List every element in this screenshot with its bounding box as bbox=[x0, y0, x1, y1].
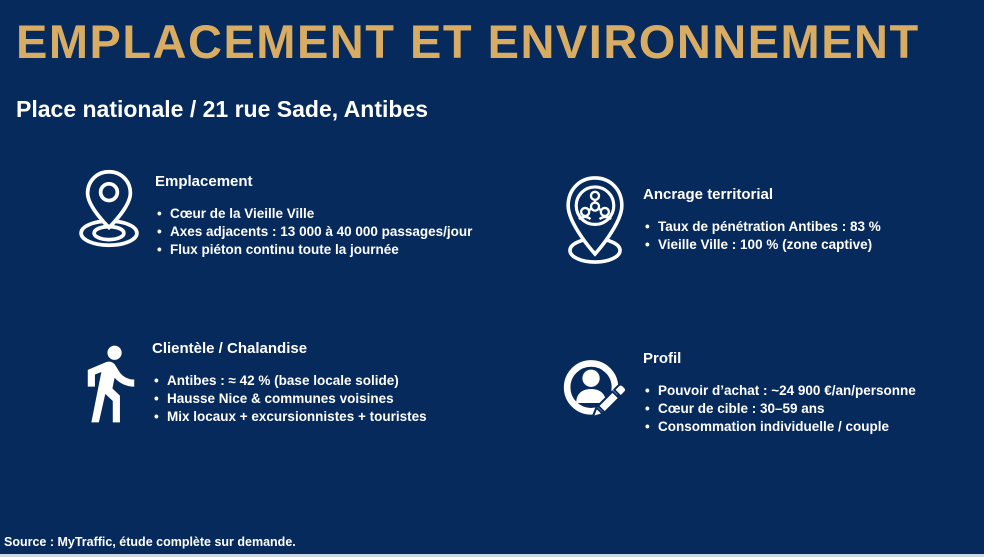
page-subtitle: Place nationale / 21 rue Sade, Antibes bbox=[16, 95, 429, 122]
section-content bbox=[643, 186, 881, 268]
section-title: Clientèle / Chalandise bbox=[152, 340, 308, 357]
section-content bbox=[155, 173, 472, 259]
section-content bbox=[152, 340, 427, 427]
section-profil bbox=[563, 350, 916, 436]
bullet-item: • Flux piéton continu toute la journée bbox=[170, 241, 472, 259]
bullet-item: • Taux de pénétration Antibes : 83 % bbox=[658, 218, 881, 236]
bullet-item: • Vieille Ville : 100 % (zone captive) bbox=[658, 236, 881, 254]
pin-ripple-icon bbox=[73, 168, 145, 248]
section-title: Profil bbox=[643, 350, 682, 367]
section-title: Emplacement bbox=[155, 173, 253, 190]
bullet-item: • Consommation individuelle / couple bbox=[658, 418, 916, 436]
bullet-list bbox=[155, 205, 472, 259]
header bbox=[16, 16, 920, 123]
profile-pencil-icon bbox=[563, 350, 629, 428]
bullet-item: • Antibes : ≈ 42 % (base locale solide) bbox=[167, 372, 427, 390]
bullet-item: • Mix locaux + excursionnistes + touristes bbox=[167, 408, 427, 426]
section-emplacement bbox=[73, 168, 472, 259]
bullet-list bbox=[643, 218, 881, 254]
bullet-item: • Pouvoir d’achat : ~24 900 €/an/personne bbox=[658, 382, 916, 400]
bullet-item: • Cœur de cible : 30–59 ans bbox=[658, 400, 916, 418]
section-title: Ancrage territorial bbox=[643, 186, 774, 203]
section-content bbox=[643, 350, 916, 436]
page-title: EMPLACEMENT ET ENVIRONNEMENT bbox=[16, 15, 920, 68]
bullet-item: • Cœur de la Vieille Ville bbox=[170, 205, 472, 223]
bullet-item: • Axes adjacents : 13 000 à 40 000 passages/jour bbox=[170, 223, 472, 241]
bullet-list bbox=[152, 372, 427, 426]
section-ancrage-territorial bbox=[561, 172, 881, 268]
bullet-list bbox=[643, 382, 916, 436]
bullet-item: • Hausse Nice & communes voisines bbox=[167, 390, 427, 408]
walking-person-icon bbox=[86, 341, 136, 427]
section-clientele-chalandise bbox=[86, 338, 427, 427]
source-note: Source : MyTraffic, étude complète sur demande. bbox=[4, 535, 296, 549]
pin-network-icon bbox=[561, 172, 629, 268]
